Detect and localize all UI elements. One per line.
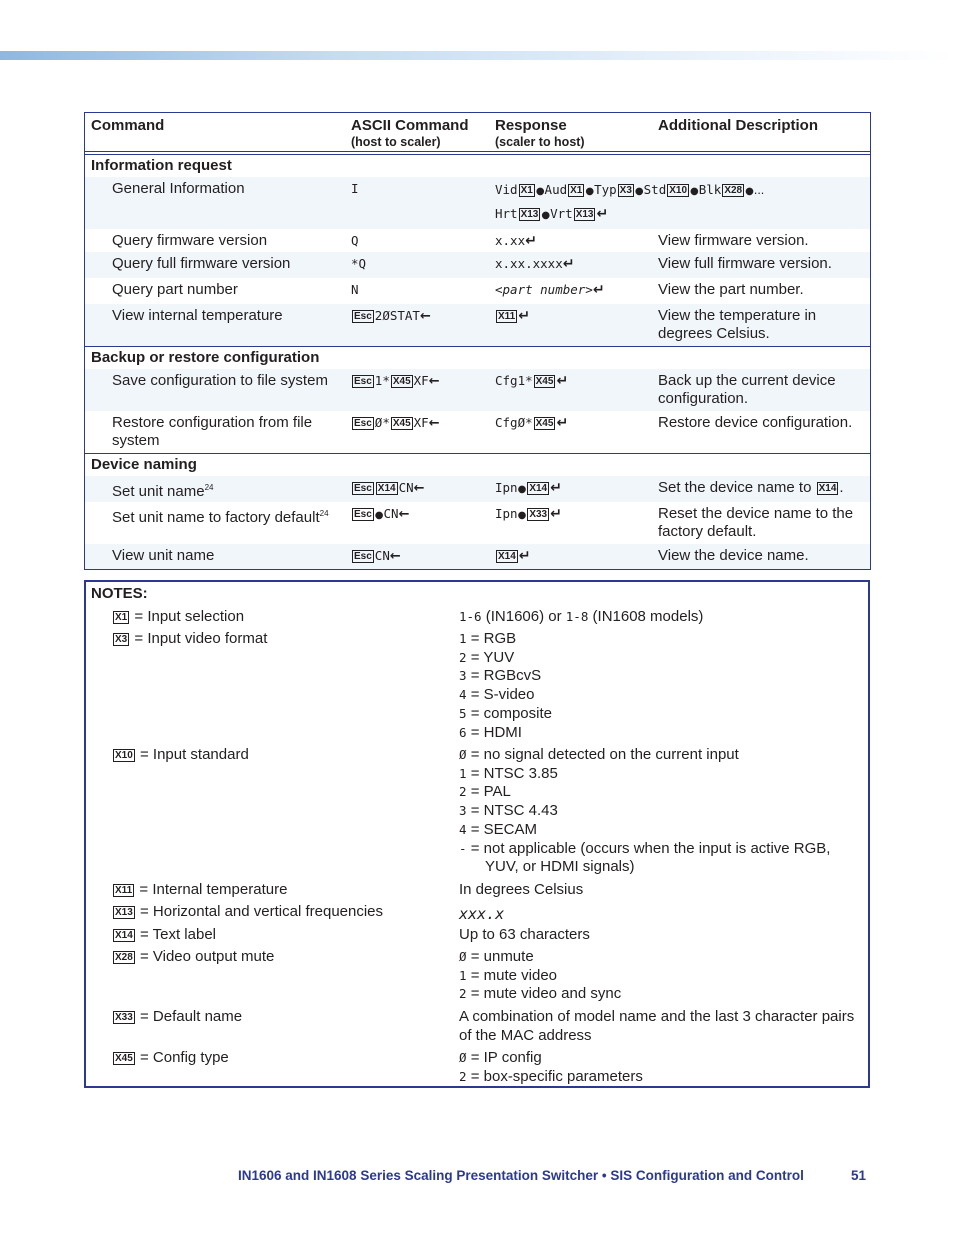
return-icon: ↵ <box>518 548 531 564</box>
cmd-label: View internal temperature <box>112 307 283 324</box>
header-response: Response (scaler to host) <box>495 117 585 149</box>
return-icon: ↵ <box>592 282 605 298</box>
note-x3-label: X3 = Input video format <box>115 630 268 647</box>
cmd-label: Set unit name$^{24}$ <box>112 483 214 500</box>
ascii-cmd: Esc ●CN← <box>354 506 410 522</box>
note-x11-value: In degrees Celsius <box>459 881 584 898</box>
resp: Cfg1* X45 ↵ <box>495 373 569 389</box>
note-x10-label: X10 = Input standard <box>115 746 249 763</box>
note-x13-value: xxx.x <box>459 905 505 923</box>
desc: View firmware version. <box>658 232 809 249</box>
notes-box <box>84 580 870 1088</box>
return-icon: ↵ <box>596 206 609 222</box>
note-x10-values: Ø = no signal detected on the current input 1 = NTSC 3.85 2 = PAL 3 = NTSC 4.43 4 = SECAM - = not applicable (occurs when the input is active RGB, YUV, or HDMI signals) <box>459 746 831 876</box>
section-information-request: Information request <box>91 157 232 174</box>
arrow-left-icon: ← <box>398 507 410 522</box>
section-device-naming: Device naming <box>85 453 870 476</box>
desc: Set the device name to X14 . <box>658 479 844 496</box>
desc: Reset the device name to the factory default. <box>658 505 854 540</box>
header-ascii: ASCII Command (host to scaler) <box>351 117 469 149</box>
cmd-label: Query firmware version <box>112 232 268 249</box>
resp: X11 ↵ <box>498 308 530 324</box>
desc: View the device name. <box>658 547 809 564</box>
resp: CfgØ* X45 ↵ <box>495 415 569 431</box>
section-backup-restore: Backup or restore configuration <box>85 346 870 369</box>
cmd-label: View unit name <box>112 547 215 564</box>
note-x33-value: A combination of model name and the last 3 character pairs of the MAC address <box>459 1008 855 1044</box>
ascii-cmd: Esc X14 CN← <box>354 480 425 496</box>
notes-title: NOTES: <box>91 585 148 602</box>
return-icon: ↵ <box>556 373 569 389</box>
table-row <box>85 177 870 229</box>
table-row <box>85 252 870 278</box>
cmd-label: Query full firmware version <box>112 255 291 272</box>
resp: Ipn● X33 ↵ <box>495 506 562 522</box>
desc: View the part number. <box>658 281 804 298</box>
header-gradient-bar <box>0 51 954 60</box>
cmd-label: Save configuration to file system <box>112 372 328 389</box>
arrow-left-icon: ← <box>428 374 440 389</box>
cmd-label: Query part number <box>112 281 238 298</box>
ascii-cmd: Esc 1* X45 XF← <box>354 373 440 389</box>
command-table <box>84 112 871 570</box>
table-row <box>85 411 870 453</box>
return-icon: ↵ <box>562 256 575 272</box>
ascii-cmd: N <box>351 282 359 297</box>
note-x11-label: X11 = Internal temperature <box>115 881 288 898</box>
table-row <box>85 304 870 346</box>
return-icon: ↵ <box>525 233 537 249</box>
header-command: Command <box>91 117 165 134</box>
table-row <box>85 502 870 544</box>
note-x45-label: X45 = Config type <box>115 1049 229 1066</box>
note-x1-label: X1 = Input selection <box>115 608 245 625</box>
resp: <part number>↵ <box>495 282 605 298</box>
footer-text: IN1606 and IN1608 Series Scaling Presentation Switcher • SIS Configuration and Control <box>238 1168 804 1183</box>
note-x13-label: X13 = Horizontal and vertical frequencies <box>115 903 384 920</box>
note-x14-value: Up to 63 characters <box>459 926 590 943</box>
ascii-cmd: *Q <box>351 256 367 271</box>
table-row <box>85 369 870 411</box>
arrow-left-icon: ← <box>428 416 440 431</box>
note-x14-label: X14 = Text label <box>115 926 216 943</box>
resp: Ipn● X14 ↵ <box>495 480 562 496</box>
table-row <box>85 278 870 304</box>
cmd-label: Restore configuration from file system <box>112 414 313 449</box>
table-header <box>85 113 870 152</box>
return-icon: ↵ <box>556 415 569 431</box>
cmd-label: General Information <box>112 180 245 197</box>
note-x28-label: X28 = Video output mute <box>115 948 275 965</box>
resp-general: Vid X1 ●Aud X1 ●Typ X3 ●Std X10 ●Blk X28 ●... Hrt X13 ●Vrt X13 ↵ <box>495 182 765 222</box>
note-x45-values: Ø = IP config 2 = box-specific parameters <box>459 1049 643 1085</box>
cmd-label: Set unit name to factory default$^{24}$ <box>112 509 329 526</box>
header-description: Additional Description <box>658 117 819 134</box>
note-x28-values: Ø = unmute 1 = mute video 2 = mute video and sync <box>459 948 622 1003</box>
return-icon: ↵ <box>518 308 530 324</box>
arrow-left-icon: ← <box>389 549 401 564</box>
ascii-cmd: Esc CN← <box>354 548 401 564</box>
note-x33-label: X33 = Default name <box>115 1008 243 1025</box>
table-row <box>85 476 870 502</box>
arrow-left-icon: ← <box>419 309 431 324</box>
table-row <box>85 544 870 569</box>
desc: Restore device configuration. <box>658 414 853 431</box>
desc: Back up the current device configuration. <box>658 372 836 407</box>
ascii-cmd: Esc Ø* X45 XF← <box>354 415 440 431</box>
return-icon: ↵ <box>550 480 562 496</box>
desc: View the temperature in degrees Celsius. <box>658 307 817 342</box>
resp: x.xx↵ <box>495 233 537 249</box>
ascii-cmd: I <box>351 181 359 196</box>
ascii-cmd: Esc 2ØSTAT← <box>354 308 431 324</box>
desc: View full firmware version. <box>658 255 832 272</box>
return-icon: ↵ <box>550 506 562 522</box>
note-x1-value: 1-6 (IN1606) or 1-8 (IN1608 models) <box>459 608 704 625</box>
note-x3-values: 1 = RGB 2 = YUV 3 = RGBcvS 4 = S-video 5 = composite 6 = HDMI <box>459 630 552 741</box>
arrow-left-icon: ← <box>413 481 425 496</box>
ascii-cmd: Q <box>351 233 359 248</box>
page-number: 51 <box>851 1168 867 1183</box>
resp: X14 ↵ <box>498 548 531 564</box>
table-row <box>85 229 870 252</box>
resp: x.xx.xxxx↵ <box>495 256 575 272</box>
